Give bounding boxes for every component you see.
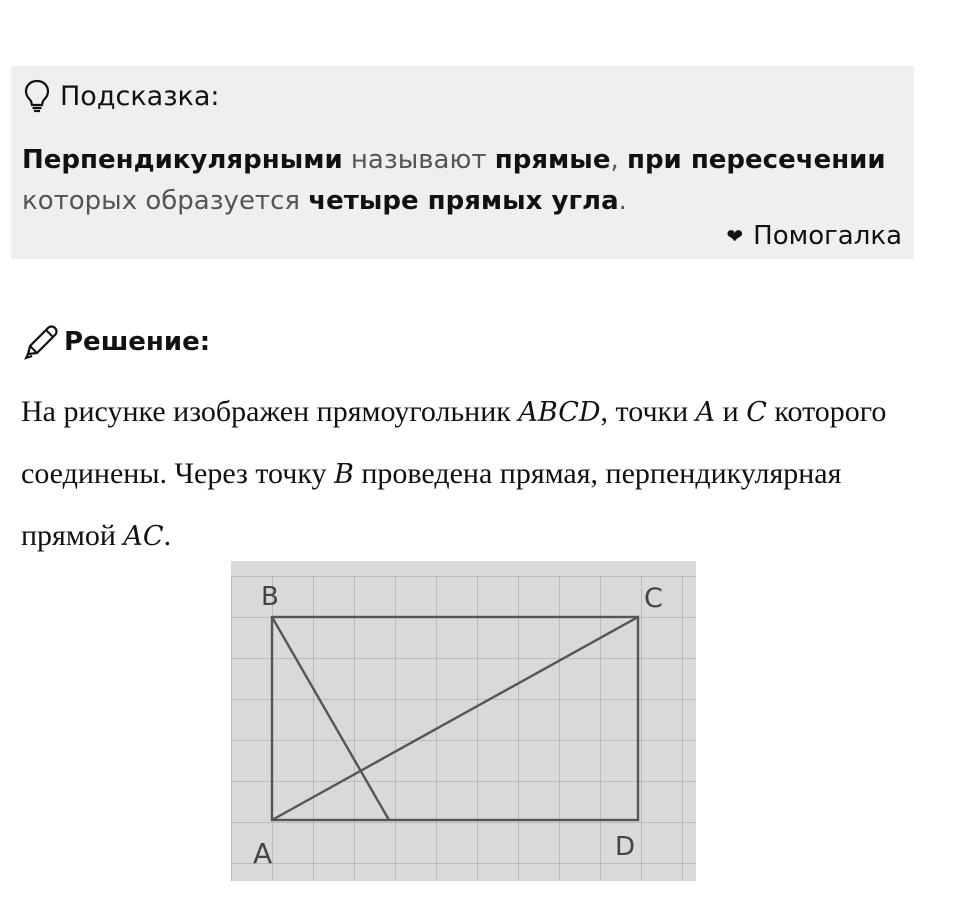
hint-title: Подсказка: <box>60 80 220 112</box>
solution-header <box>22 322 210 362</box>
hint-text-2: , <box>610 145 627 175</box>
sol-math-5: AC <box>123 521 164 552</box>
label-a: A <box>253 837 273 870</box>
hint-text-1: называют <box>342 145 495 175</box>
sol-math-1: ABCD <box>518 397 601 428</box>
heart-icon: ❤ <box>726 224 744 248</box>
geometry-figure <box>231 561 696 881</box>
solution-text <box>21 381 941 567</box>
hint-header <box>24 76 220 116</box>
sol-text-5: проведена прямая, перпендикулярная прямой <box>21 457 842 552</box>
sol-text-4: которого соединены. Через точку <box>21 395 887 490</box>
label-b: B <box>261 582 279 612</box>
sol-math-4: B <box>334 459 354 490</box>
solution-title: Решение: <box>64 327 211 357</box>
label-d: D <box>615 832 636 862</box>
sol-text-2: , точки <box>600 395 696 428</box>
credit-label: Помогалка <box>753 221 902 251</box>
sol-text-3: и <box>715 395 747 428</box>
pencil-icon <box>22 324 58 360</box>
hint-bold-1: Перпендикулярными <box>22 145 343 175</box>
hint-bold-4: четыре прямых угла <box>308 186 619 216</box>
hint-text-3: которых образуется <box>22 186 309 216</box>
sol-text-1: На рисунке изображен прямоугольник <box>21 395 519 428</box>
hint-text-4: . <box>618 186 627 216</box>
sol-text-6: . <box>163 519 172 552</box>
sol-math-3: C <box>746 397 767 428</box>
sol-math-2: A <box>695 397 716 428</box>
credit <box>726 221 902 251</box>
lightbulb-icon <box>24 79 50 113</box>
label-c: C <box>644 583 663 614</box>
hint-text <box>22 140 902 222</box>
hint-bold-3: при пересечении <box>626 145 886 175</box>
hint-bold-2: прямые <box>494 145 611 175</box>
